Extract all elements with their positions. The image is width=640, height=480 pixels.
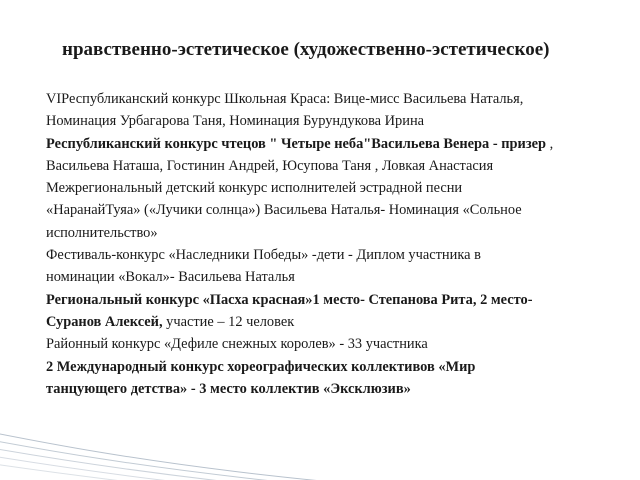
list-item	[30, 177, 620, 244]
achievements-list	[30, 88, 620, 400]
list-item	[30, 133, 620, 178]
heading-text: нравственно-эстетическое (художественно-эстетическое)	[62, 39, 550, 60]
item-line: Васильева Наташа, Гостинин Андрей, Юсупова Таня , Ловкая Анастасия	[46, 157, 494, 174]
list-item	[30, 333, 620, 355]
item-line: танцующего детства» - 3 место коллектив «Эксклюзив»	[46, 380, 411, 397]
item-line: «НаранайТуяа» («Лучики солнца») Васильева Наталья- Номинация «Сольное	[46, 202, 522, 219]
list-item	[30, 244, 620, 289]
item-line: Номинация Урбагарова Таня, Номинация Бурундукова Ирина	[46, 113, 425, 130]
decorative-wave-lines	[0, 390, 640, 480]
item-line: VIРеспубликанский конкурс Школьная Краса: Вице-мисс Васильева Наталья,	[46, 91, 524, 107]
wave-line	[0, 438, 640, 480]
item-line: Региональный конкурс «Пасха красная»1 место- Степанова Рита, 2 место-	[46, 291, 533, 308]
wave-line	[0, 430, 640, 480]
item-line: 2 Международный конкурс хореографических коллективов «Мир	[46, 358, 476, 375]
item-line: Республиканский конкурс чтецов " Четыре неба"Васильева Венера - призер ,	[46, 135, 554, 152]
item-line: Районный конкурс «Дефиле снежных королев» - 33 участника	[46, 336, 428, 353]
slide-heading	[40, 38, 630, 62]
list-item	[30, 289, 620, 334]
item-line: исполнительство»	[46, 224, 158, 241]
item-line: Фестиваль-конкурс «Наследники Победы» -дети - Диплом участника в	[46, 247, 481, 264]
item-line: номинации «Вокал»- Васильева Наталья	[46, 269, 295, 286]
item-line: Суранов Алексей, участие – 12 человек	[46, 313, 295, 330]
item-line: Межрегиональный детский конкурс исполнителей эстрадной песни	[46, 180, 463, 197]
list-item	[30, 88, 620, 133]
